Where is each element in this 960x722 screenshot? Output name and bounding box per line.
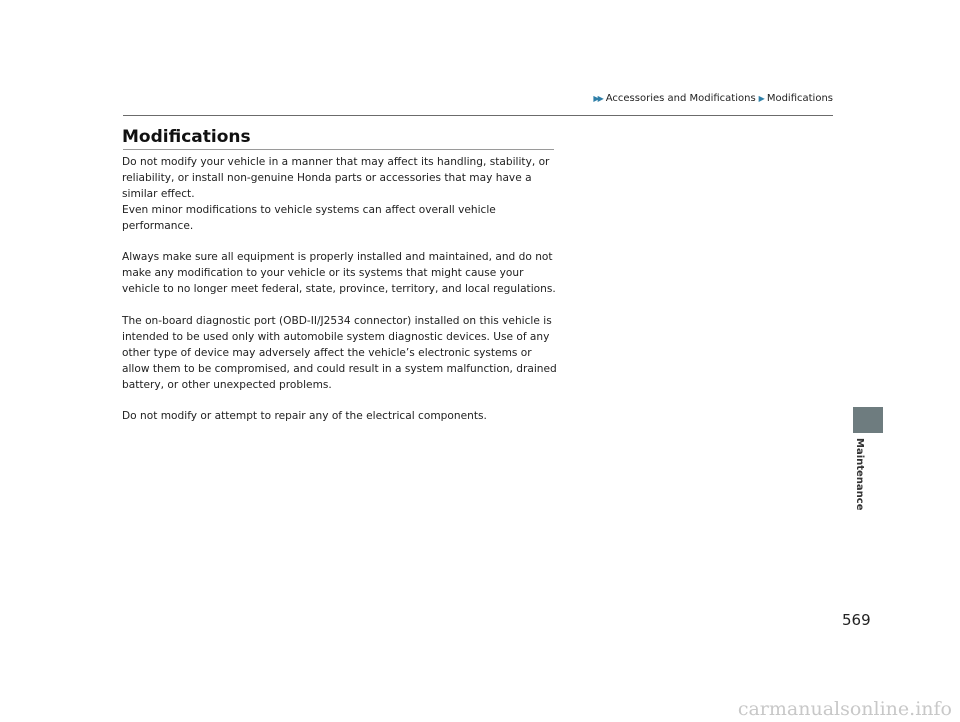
maintenance-tab-label: Maintenance: [854, 438, 865, 511]
breadcrumb-item-accessories[interactable]: Accessories and Modifications: [605, 93, 756, 104]
paragraph-modify: Do not modify your vehicle in a manner that may affect its handling, stability, or reliability, or install non-genuine Honda parts or accessories that may have a similar effect. Even minor modifications to vehicle systems can affect overall vehicle performance.: [122, 156, 550, 232]
maintenance-tab[interactable]: [853, 407, 883, 433]
page-number: 569: [842, 611, 871, 629]
paragraph-minor-modifications: Even minor modifications to vehicle systems can affect overall vehicle performance.: [122, 203, 496, 232]
section-body: [122, 155, 558, 441]
header-divider: [123, 115, 833, 116]
watermark: carmanualsonline.info: [737, 698, 952, 720]
arrow-icon: ▶: [758, 94, 765, 103]
title-divider: [123, 149, 554, 150]
paragraph-obd-port: The on-board diagnostic port (OBD-II/J2534 connector) installed on this vehicle is intended to be used only with automobile system diagnostic devices. Use of any other type of device may adversely affect the vehicle’s electronic systems or allow them to be compromised, and could result in a system malfunction, drained battery, or other unexpected problems.: [122, 315, 557, 391]
double-arrow-icon: ▶▶: [593, 94, 602, 103]
paragraph-equipment: Always make sure all equipment is properly installed and maintained, and do not make any modification to your vehicle or its systems that might cause your vehicle to no longer meet federal, state, province, territory, and local regulations.: [122, 251, 556, 296]
breadcrumb-item-modifications[interactable]: Modifications: [766, 93, 833, 104]
section-title: Modifications: [122, 127, 251, 147]
breadcrumb: [593, 93, 833, 104]
paragraph-electrical: Do not modify or attempt to repair any of the electrical components.: [122, 410, 487, 423]
